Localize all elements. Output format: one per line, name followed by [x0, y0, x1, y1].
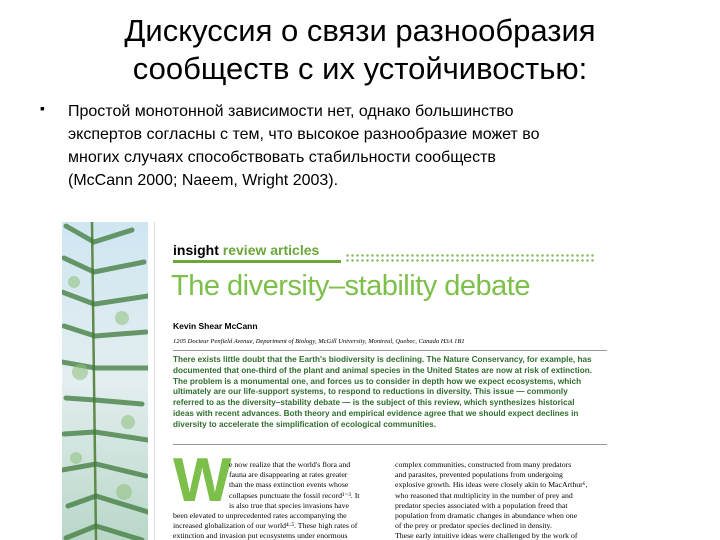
bullet-line: (McCann 2000; Naeem, Wright 2003). — [68, 172, 339, 189]
section-header-word-1: insight — [173, 242, 219, 258]
bullet-text — [68, 100, 680, 192]
divider — [173, 444, 607, 445]
body-line: explosive growth. His ideas were closely akin to MacArthur⁶, — [395, 480, 588, 490]
body-line: e now realize that the world's flora and — [229, 460, 351, 469]
divider — [173, 350, 607, 351]
fern-photo — [62, 222, 148, 540]
body-line: than the mass extinction events whose — [229, 480, 349, 490]
body-line: fauna are disappearing at rates greater — [229, 470, 348, 480]
slide-title-line-1: Дискуссия о связи разнообразия — [124, 13, 596, 48]
article-title: The diversity–stability debate — [171, 270, 530, 302]
header-rule — [173, 260, 341, 263]
article-abstract — [173, 355, 613, 431]
abstract-line: ultimately are our life-support systems, to respond to reductions in diversity. This issue — commonly — [173, 387, 568, 397]
body-line: increased globalization of our world⁴·⁵. These high rates of — [173, 521, 358, 531]
article-scan-image — [62, 222, 618, 540]
body-line: population from dramatic changes in abundance when one — [395, 511, 578, 521]
body-line: been elevated to unprecedented rates accompanying the — [173, 511, 347, 521]
body-line: and parasites, prevented populations from undergoing — [395, 470, 563, 480]
body-line: of the prey or predator species declined in density. — [395, 521, 552, 531]
abstract-line: documented that one-third of the plant and animal species in the United States are now at risk of extinction. — [173, 365, 592, 375]
article-page — [154, 222, 618, 540]
abstract-line: There exists little doubt that the Earth's biodiversity is declining. The Nature Conservancy, for example, has — [173, 355, 592, 364]
bullet-line: Простой монотонной зависимости нет, однако большинство — [68, 103, 514, 120]
slide-title-line-2: сообществ с их устойчивостью: — [132, 51, 588, 86]
body-line: predator species associated with a population freed that — [395, 500, 568, 510]
header-dot-pattern — [345, 253, 595, 263]
article-affiliation: 1205 Docteur Penfield Avenue, Department of Biology, McGill University, Montreal, Quebec, Canada H3A 1B1 — [173, 338, 465, 345]
abstract-line: ideas with recent advances. Both theory and empirical evidence agree that we should expect declines in — [173, 408, 579, 418]
article-author: Kevin Shear McCann — [173, 321, 258, 331]
section-header — [173, 242, 319, 258]
body-line: extinction and invasion put ecosystems under enormous — [173, 531, 348, 540]
bullet-line: многих случаях способствовать стабильности сообществ — [68, 149, 496, 166]
body-line: collapses punctuate the fossil record¹⁻³. It — [229, 490, 360, 500]
slide-title — [0, 12, 720, 88]
body-line: who reasoned that multiplicity in the number of prey and — [395, 490, 573, 500]
body-column-right — [395, 460, 611, 540]
bullet-marker: ▪ — [40, 100, 45, 116]
section-header-word-2: review articles — [222, 242, 320, 258]
abstract-line: diversity to accelerate the simplification of ecological communities. — [173, 419, 436, 429]
body-column-left — [173, 460, 387, 540]
abstract-line: The problem is a monumental one, and forces us to consider in depth how we expect ecosystems, which — [173, 376, 582, 386]
body-line: These early intuitive ideas were challenged by the work of — [395, 531, 578, 540]
drop-cap: W — [173, 446, 232, 515]
bullet-line: экспертов согласны с тем, что высокое разнообразие может во — [68, 126, 540, 143]
body-line: complex communities, constructed from many predators — [395, 460, 572, 469]
body-line: is also true that species invasions have — [229, 500, 349, 510]
abstract-line: referred to as the diversity–stability debate — is the subject of this review, which synthesizes historical — [173, 398, 575, 408]
